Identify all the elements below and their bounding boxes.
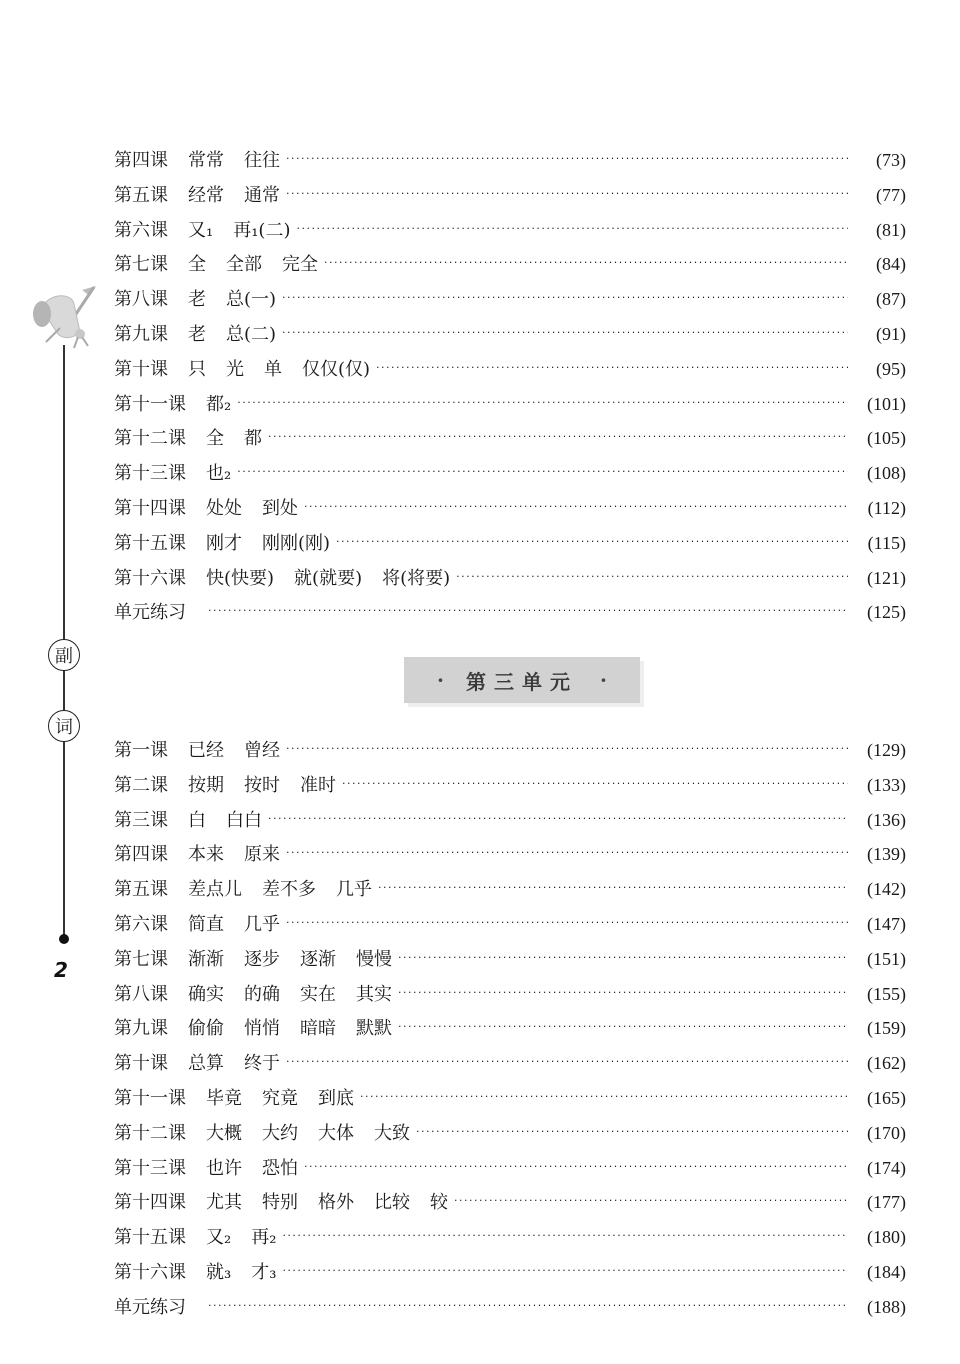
toc-entry[interactable] [114,387,906,422]
word: 终于 [244,1053,280,1075]
lesson-words [206,1117,414,1152]
word: 白 [188,809,206,831]
page-ref: (133) [867,774,906,795]
toc-entry[interactable] [114,942,906,977]
word: 格外 [318,1192,354,1214]
lesson-label: 第十六课 [114,1261,186,1283]
toc-entry[interactable] [114,352,906,387]
word: 就(就要) [294,567,363,589]
lesson-label: 第五课 [114,184,168,206]
lesson-label: 第五课 [114,879,168,901]
toc-entry[interactable] [114,178,906,213]
lesson-label: 第十四课 [114,497,186,519]
word: 逐步 [244,948,280,970]
word: 几乎 [336,879,372,901]
lesson-words [206,457,235,492]
dot-leader [286,732,848,767]
word: 大致 [374,1122,410,1144]
word: 到底 [318,1087,354,1109]
word: 都₂ [206,393,232,415]
word: 再₁(二) [233,219,291,241]
lesson-words [188,873,376,908]
dot-leader [282,1219,848,1254]
page-ref: (142) [867,879,906,900]
lesson-label: 第十五课 [114,1227,186,1249]
lesson-label: 第十六课 [114,567,186,589]
word: 到处 [262,497,298,519]
dot-leader [282,316,848,351]
lesson-words [206,388,235,423]
lesson-label: 第十课 [114,1053,168,1075]
dot-leader [282,1254,848,1289]
lesson-words [188,353,374,388]
dot-leader [268,420,848,455]
toc-entry[interactable] [114,872,906,907]
toc-section-unit-two [114,143,906,630]
page-ref: (147) [867,913,906,934]
page-ref: (73) [876,150,906,170]
lesson-label: 第九课 [114,323,168,345]
page-ref: (170) [867,1122,906,1143]
dot-leader [378,871,848,906]
dot-leader [208,1289,848,1324]
page-ref: (95) [876,358,906,379]
word: 全 [206,428,224,450]
page-ref: (129) [867,740,906,760]
word: 较 [430,1192,448,1214]
lesson-words [206,422,266,457]
word: 大体 [318,1122,354,1144]
spine-end-dot [59,934,69,944]
page-ref: (81) [876,219,906,240]
toc-entry[interactable] [114,837,906,872]
lesson-label: 单元练习 [114,1296,186,1318]
lesson-label: 第十课 [114,358,168,380]
page-ref: (139) [867,844,906,865]
word: 差点儿 [188,879,242,901]
word: 慢慢 [356,948,392,970]
word: 经常 [188,184,224,206]
word: 总(一) [226,289,277,311]
dot-leader [456,560,848,595]
word: 又₁ [188,219,214,241]
dot-leader [268,802,848,837]
lesson-label: 第十四课 [114,1192,186,1214]
page-ref: (180) [867,1227,906,1248]
page-ref: (112) [867,497,906,518]
page-ref: (77) [876,184,906,205]
toc-section-unit-three [114,733,906,1325]
lesson-words [188,179,284,214]
word: 默默 [356,1018,392,1040]
page-ref: (174) [867,1157,906,1178]
word: 快(快要) [206,567,275,589]
page-ref: (151) [867,948,906,969]
lesson-label: 第一课 [114,740,168,761]
page-ref: (91) [876,323,906,344]
toc-entry[interactable] [114,977,906,1012]
word: 特别 [262,1192,298,1214]
word: 光 [226,358,244,380]
word: 按期 [188,774,224,796]
lesson-words [188,769,340,804]
lesson-words [206,1082,358,1117]
lesson-words [188,283,280,318]
lesson-label: 第十二课 [114,1122,186,1144]
lesson-label: 第八课 [114,983,168,1005]
lesson-label: 第四课 [114,844,168,866]
word: 大约 [262,1122,298,1144]
lesson-words [188,978,396,1013]
lesson-words [188,1047,284,1082]
lesson-words [188,248,322,283]
lesson-words [188,804,266,839]
toc-entry[interactable] [114,143,906,178]
lesson-label: 第九课 [114,1018,168,1040]
lesson-words [206,562,454,597]
word: 确实 [188,983,224,1005]
toc-entry[interactable] [114,526,906,561]
dot-leader [304,1150,848,1185]
page-ref: (162) [867,1053,906,1074]
word: 处处 [206,497,242,519]
word: 仅仅(仅) [302,358,371,380]
dot-leader [208,594,848,629]
word: 往往 [244,150,280,171]
toc-entry[interactable] [114,1081,906,1116]
toc-entry[interactable] [114,213,906,248]
lesson-words [188,144,284,179]
lesson-label: 第二课 [114,774,168,796]
word: 就₃ [206,1261,232,1283]
page-ref: (108) [867,463,906,484]
word: 原来 [244,844,280,866]
lesson-label: 第四课 [114,150,168,171]
word: 常常 [188,150,224,171]
word: 也₂ [206,463,232,485]
dot-leader [454,1184,848,1219]
word: 将(将要) [382,567,451,589]
banner-dot-left: · [437,668,444,692]
page-ref: (165) [867,1087,906,1108]
toc-entry[interactable] [114,1116,906,1151]
dot-leader [296,212,848,247]
page-number: 2 [54,958,68,982]
lesson-words [206,492,302,527]
toc-entry[interactable] [114,317,906,352]
word: 又₂ [206,1227,232,1249]
word: 才₃ [251,1261,277,1283]
word: 偷偷 [188,1018,224,1040]
dot-leader [282,281,848,316]
dot-leader [286,1045,848,1080]
page-ref: (188) [867,1296,906,1317]
word: 究竟 [262,1087,298,1109]
dot-leader [360,1080,848,1115]
word: 比较 [374,1192,410,1214]
lesson-label: 第十一课 [114,1087,186,1109]
toc-entry[interactable] [114,1151,906,1186]
word: 再₂ [251,1227,277,1249]
page-ref: (177) [867,1192,906,1213]
word: 总算 [188,1053,224,1075]
toc-entry[interactable] [114,768,906,803]
word: 曾经 [244,740,280,761]
dot-leader [286,177,848,212]
lesson-label: 第八课 [114,289,168,311]
lesson-words [206,1152,302,1187]
toc-entry[interactable] [114,491,906,526]
page-ref: (159) [867,1018,906,1039]
page-ref: (105) [867,428,906,449]
page-ref: (101) [867,393,906,414]
dot-leader [376,351,848,386]
circle-char-ci: 词 [48,710,80,742]
word: 已经 [188,740,224,761]
word: 暗暗 [300,1018,336,1040]
word: 渐渐 [188,948,224,970]
lesson-words [188,214,294,249]
lesson-words [188,1012,396,1047]
dot-leader [398,941,848,976]
lesson-label: 第十三课 [114,463,186,485]
word: 白白 [226,809,262,831]
dot-leader [398,976,848,1011]
dot-leader [336,525,848,560]
word: 实在 [300,983,336,1005]
word: 几乎 [244,913,280,935]
word: 刚刚(刚) [262,532,331,554]
page-ref: (125) [867,602,906,623]
dot-leader [398,1010,848,1045]
lesson-label: 第七课 [114,254,168,276]
toc-entry[interactable] [114,561,906,596]
dot-leader [237,455,848,490]
toc-entry[interactable] [114,1255,906,1290]
lesson-label: 第十二课 [114,428,186,450]
word: 悄悄 [244,1018,280,1040]
lesson-words [188,908,284,943]
word: 都 [244,428,262,450]
word: 其实 [356,983,392,1005]
page-ref: (155) [867,983,906,1004]
lesson-label: 第三课 [114,809,168,831]
circle-char-fu: 副 [48,639,80,671]
dot-leader [324,246,848,281]
word: 的确 [244,983,280,1005]
dot-leader [304,490,848,525]
toc-entry[interactable] [114,733,906,768]
word: 简直 [188,913,224,935]
unit-title: 第三单元 [466,669,578,694]
dot-leader [286,142,848,177]
lesson-label: 单元练习 [114,602,186,624]
lesson-label: 第六课 [114,913,168,935]
word: 老 [188,289,206,311]
lesson-label: 第十五课 [114,532,186,554]
word: 总(二) [226,323,277,345]
word: 老 [188,323,206,345]
lesson-words [206,1256,280,1291]
page-ref: (87) [876,289,906,310]
word: 完全 [282,254,318,276]
word: 也许 [206,1157,242,1179]
word: 准时 [300,774,336,796]
toc-entry[interactable] [114,1046,906,1081]
word: 只 [188,358,206,380]
toc-entry[interactable] [114,907,906,942]
lesson-label: 第七课 [114,948,168,970]
word: 刚才 [206,532,242,554]
lesson-words [206,1186,452,1221]
toc-entry[interactable] [114,1220,906,1255]
toc-entry[interactable] [114,456,906,491]
dot-leader [416,1115,848,1150]
page-ref: (121) [867,567,906,588]
toc-entry[interactable] [114,803,906,838]
page-ref: (136) [867,809,906,830]
toc-entry[interactable] [114,421,906,456]
word: 大概 [206,1122,242,1144]
dot-leader [286,906,848,941]
page-ref: (84) [876,254,906,275]
toc-entry[interactable] [114,247,906,282]
word: 逐渐 [300,948,336,970]
word: 全部 [226,254,262,276]
lesson-label: 第十一课 [114,393,186,415]
dot-leader [342,767,848,802]
scroll-quill-icon [24,282,104,352]
toc-entry[interactable] [114,1185,906,1220]
banner-dot-right: · [600,668,607,692]
lesson-words [188,838,284,873]
lesson-words [206,1221,280,1256]
lesson-words [188,318,280,353]
toc-entry[interactable] [114,282,906,317]
dot-leader [286,836,848,871]
word: 全 [188,254,206,276]
word: 毕竟 [206,1087,242,1109]
word: 按时 [244,774,280,796]
lesson-words [188,734,284,769]
toc-entry[interactable] [114,1011,906,1046]
word: 恐怕 [262,1157,298,1179]
word: 尤其 [206,1192,242,1214]
toc-entry[interactable] [114,595,906,630]
lesson-label: 第六课 [114,219,168,241]
word: 差不多 [262,879,316,901]
word: 单 [264,358,282,380]
word: 本来 [188,844,224,866]
dot-leader [237,386,848,421]
lesson-words [188,943,396,978]
lesson-words [206,527,334,562]
toc-entry[interactable] [114,1290,906,1325]
word: 通常 [244,184,280,206]
page-ref: (115) [867,532,906,553]
unit-banner [404,657,640,703]
lesson-label: 第十三课 [114,1157,186,1179]
page-ref: (184) [867,1261,906,1282]
